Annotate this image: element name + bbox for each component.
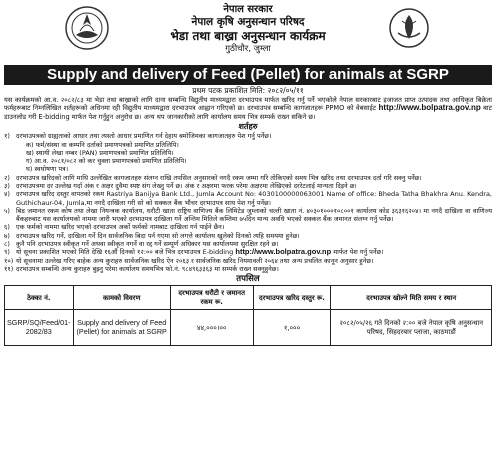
- condition-text: [16, 265, 492, 273]
- header-government: नेपाल सरकार: [223, 4, 273, 15]
- condition-text-main: दरभाउपत्र खरिदको लागि माथि उल्लेखित कागजातहरु संलग्न राखि तपसिल अनुसारको नगदै रकम जम्मा गरि तोकिएको समय भित्र खरिद तथा दरभाउपत्र दर्ता गरि सक्नु पर्नेछ।: [16, 173, 422, 182]
- condition-text-main: यो सूचना प्रकाशित भएको मिति देखि १६औं दिनको १२:०० बजे भित्र दरभाउपत्र E-bidding: [16, 248, 236, 257]
- intro-text-part1: यस कार्यक्रमको आ.व. २०८२/८३ मा भेडा तथा बाख्राको लागि दाना सम्बन्धि विद्युतीय माध्यमद्वारा दरभाउपत्र मार्फत खरिद गर्नु पर्ने भएकोले नेपाल सरकारबाट इजाजत प्राप्त उत्पादक तथा आधिकृत बिक्रेता फर्महरूबाट निम्नलिखित शर्तहरूको अधिनमा रही विद्युतीय माध्यमद्वारा दरभाउपत्र आह्वान गरिएको छ। दरभाउपत्र सम्बन्धि कागजातहरू PPMO को वेबसाईट: [4, 96, 492, 113]
- condition-text-main: यो सूचनामा उल्लेख गरिए बाहेक अन्य कुराहरु सार्वजनिक खरिद ऐन २०६३ र सार्वजनिक खरिद नियमावली २०६४ तथा अन्य प्रचलित कानून अनुसार हुनेछ।: [16, 256, 374, 265]
- condition-number: १०): [4, 256, 14, 265]
- condition-text: [26, 165, 492, 173]
- table-header-row: [5, 286, 492, 310]
- col-header-description: कामको विवरण: [73, 286, 170, 310]
- condition-text: [16, 190, 492, 207]
- header-location: गुठीचौर, जुम्ला: [225, 44, 271, 54]
- condition-item: [4, 207, 492, 224]
- condition-item: [4, 223, 492, 231]
- header-council: नेपाल कृषि अनुसन्धान परिषद: [191, 16, 305, 28]
- condition-item: [4, 165, 492, 173]
- condition-number: २): [4, 173, 10, 182]
- condition-item: [4, 141, 492, 149]
- table-row: [5, 310, 492, 346]
- condition-text-main: घ) स्वघोषणा पत्र।: [26, 165, 69, 174]
- condition-text-main: ग) आ.व. २०८१/०८२ को कर चुक्ता प्रमाणपत्रको प्रमाणित प्रतिलिपि।: [26, 157, 187, 166]
- condition-text: [16, 248, 492, 256]
- condition-number: ७): [4, 231, 10, 240]
- cell-bid-security: ४४,०००।००: [170, 310, 253, 346]
- condition-number: ४): [4, 190, 10, 199]
- condition-item: [4, 174, 492, 182]
- narc-logo-icon: [388, 7, 430, 49]
- condition-item: [4, 257, 492, 265]
- condition-text: [16, 257, 492, 265]
- conditions-title: शर्तहरु: [238, 122, 258, 132]
- bolpatra-link[interactable]: http://www.bolpatra.gov.np: [235, 247, 334, 257]
- condition-text-main: एक फर्मको नाममा खरिद भएको दरभाउपत्र अर्को फर्मको नामबाट दाखिला गर्न पाईने छैन।: [16, 223, 225, 232]
- col-header-bid-fee: दरभाउपत्र खरिद दस्तुर रू.: [253, 286, 331, 310]
- condition-text: [16, 174, 492, 182]
- condition-text-main: कुनै पनि दरभाउपत्र स्वीकृत गर्ने अथवा स्वीकृत नगर्ने वा रद्द गर्ने सम्पूर्ण अधिकार यस कार्यालयमा सुरक्षित रहने छ।: [16, 240, 279, 249]
- condition-item: [4, 265, 492, 273]
- intro-text-part2: बाट डाउनलोड गरी E-bidding मार्फत पेश गर्नुहुन अनुरोध छ। अन्य थप जानकारीको लागि कार्यालय समय भित्र सम्पर्क राख्न सकिने छ।: [4, 104, 492, 121]
- cell-opening: २०८२/०५/२६ गते दिनको २:०० बजे नेपाल कृषि अनुसन्धान परिषद, सिहदरबार प्लाजा, काठमाडौं: [331, 310, 492, 346]
- condition-item: [4, 157, 492, 165]
- condition-number: ३): [4, 182, 10, 190]
- schedule-title: तपसिल: [236, 274, 260, 285]
- condition-number: ५): [4, 206, 10, 215]
- condition-text: [26, 149, 492, 157]
- col-header-bid-security: दरभाउपत्र धरौटी र जमानत रकम रू.: [170, 286, 253, 310]
- condition-number: ९): [4, 248, 10, 257]
- condition-text: [16, 232, 492, 240]
- bolpatra-link[interactable]: http://www.bolpatra.gov.np: [378, 103, 481, 113]
- cell-description: Supply and delivery of Feed (Pellet) for animals at SGRP: [73, 310, 170, 346]
- condition-item: [4, 248, 492, 256]
- condition-text-main: क) फर्म/संस्था वा कम्पनि दर्ताको प्रमाणपत्रको प्रमाणित प्रतिलिपि।: [26, 140, 179, 149]
- condition-item: [4, 132, 492, 140]
- cell-bid-fee: १,०००: [253, 310, 331, 346]
- condition-text: [16, 182, 492, 190]
- conditions-list: [4, 132, 492, 273]
- condition-text-main: दरभाउपत्र खरिद दस्तुर वापतको रकम Rastriya Banijya Bank Ltd., Jumla Account No: 4030100000063001 Name of office: Bheda Tatha Bhakhra Anu. Kendra, Guthichaur-04, Jumla,मा नगदै दाखिला गरी सो को सक्कल बैंक भौचर दरभाउपत्र साथ पेश गर्नु पर्नेछ।: [16, 190, 492, 207]
- condition-item: [4, 182, 492, 190]
- condition-text-main: दरभाउपत्र खरिद गर्ने, दाखिला गर्ने दिन सार्वजनिक बिदा पर्न गएमा सो लगत्ते कार्यालय खुलेको दिनको त्यहि समयमा हुनेछ।: [16, 231, 300, 240]
- condition-text: [26, 141, 492, 149]
- condition-text-main: दरभाउपत्रको ग्राह्यताको आधार तथा त्यस्तो आधार प्रमाणित गर्न देहाय बमोजिमका कागजातहरु पेश गर्नु पर्नेछ।: [16, 132, 272, 141]
- condition-text-main: दरभाउपत्रमा दर उल्लेख गर्दा अंक र अक्षर दुवैमा स्पष्ट संग लेख्नु पर्ने छ। अंक र अक्षरमा फरक परेमा अक्षरमा लेखिएको दररेटलाई मान्यता दिइने छ।: [16, 182, 357, 190]
- col-header-contract-no: ठेक्का नं.: [5, 286, 74, 310]
- condition-text-main: बिड जमानत रकम कोष तथा लेखा नियन्त्रक कार्यालय, धरौटी खाता राष्ट्रिय वाणिज्य बैंक लिमिटेड जुम्लाको चल्ती खाता नं. ४०३०१०००१०८००१ कार्यालय कोड ३६३१६२०४। मा नगदै दाखिला वा वाणिज्य बैंकहरुबाट यस कार्यालयको नाममा जारी भएको दरभाउपत्र दाखिला गर्ने अन्तिम मितिले कम्तिमा ७५दिन मान्य अवधि भएको सक्कल बैंक जमानत संलग्न गर्नु पर्नेछ।: [16, 206, 492, 224]
- condition-text: [16, 223, 492, 231]
- condition-number: ११): [4, 264, 14, 273]
- condition-text-main: ख) स्थायी लेखा नम्बर (PAN) प्रमाणपत्रको प्रमाणित प्रतिलिपि।: [26, 148, 174, 157]
- notice-header: [4, 3, 492, 63]
- publication-date: प्रथम पटक प्रकाशित मिति: २०८२/०५/११: [192, 86, 304, 95]
- condition-text: [26, 157, 492, 165]
- cell-contract-no: SGRP/SQ/Feed/01-2082/83: [5, 310, 74, 346]
- notice-title-banner: Supply and delivery of Feed (Pellet) for animals at SGRP: [4, 65, 492, 85]
- condition-number: ६): [4, 223, 10, 232]
- condition-text-after: मार्फत पेश गर्नु पर्नेछ।: [333, 248, 384, 257]
- col-header-opening: दरभाउपत्र खोल्ने मिति समय र स्थान: [331, 286, 492, 310]
- schedule-table: [4, 285, 492, 346]
- condition-item: [4, 149, 492, 157]
- condition-text: [16, 132, 492, 140]
- condition-number: १): [4, 132, 10, 141]
- condition-number: ८): [4, 240, 10, 249]
- condition-text: [16, 207, 492, 224]
- header-program: भेडा तथा बाख्रा अनुसन्धान कार्यक्रम: [170, 29, 326, 43]
- intro-paragraph: [4, 96, 492, 121]
- nepal-government-emblem-icon: [64, 5, 110, 51]
- condition-item: [4, 232, 492, 240]
- condition-item: [4, 190, 492, 207]
- condition-text-main: दरभाउपत्र सम्बन्धि अन्य कुराहरु बुझ्नु परेमा कार्यालय समयभित्र फो.नं. ९८४९६३३६३ मा सम्पर्क राख्न सक्नुहुनेछ।: [16, 264, 279, 273]
